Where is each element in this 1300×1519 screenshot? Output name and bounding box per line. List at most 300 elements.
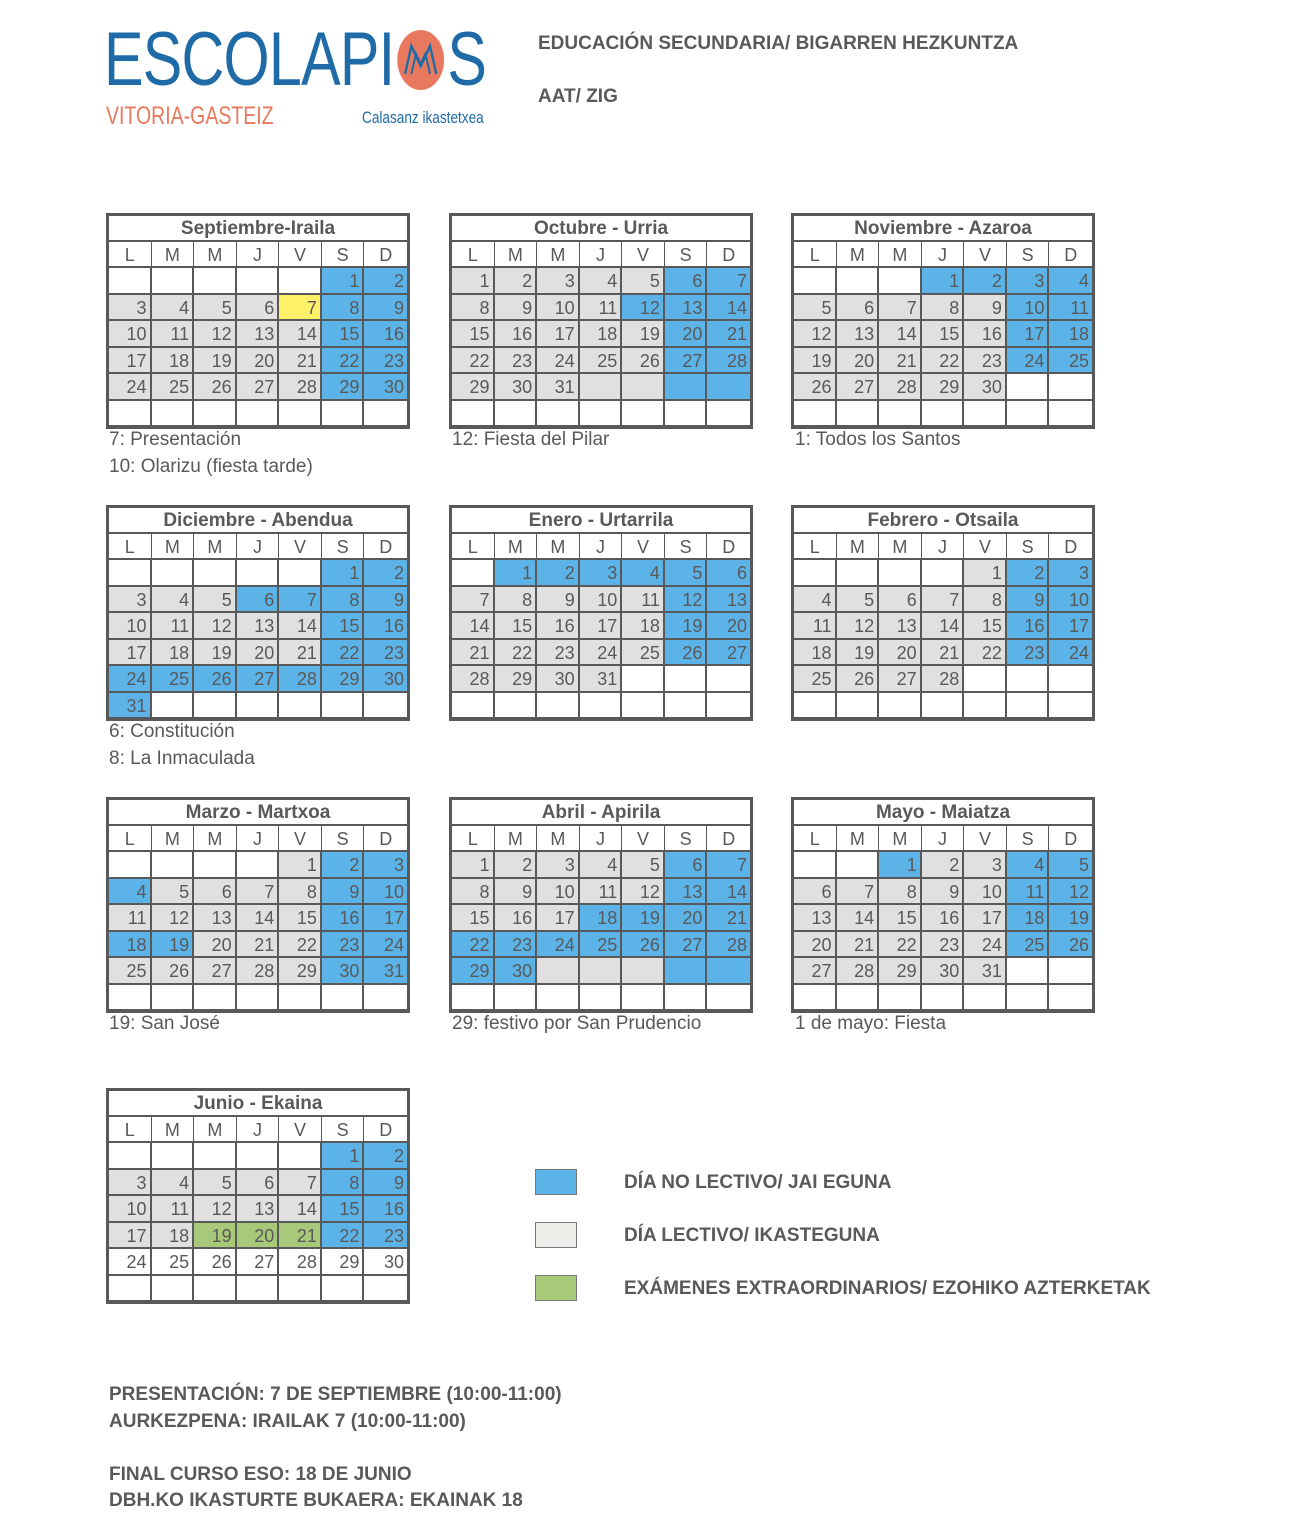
weekday-header: V bbox=[279, 534, 322, 560]
day-cell: 9 bbox=[322, 879, 365, 906]
day-cell: 11 bbox=[1049, 295, 1092, 322]
day-cell bbox=[665, 985, 708, 1012]
day-cell: 26 bbox=[794, 374, 837, 401]
day-cell: 26 bbox=[622, 932, 665, 959]
day-cell: 27 bbox=[665, 348, 708, 375]
day-cell: 21 bbox=[837, 932, 880, 959]
day-cell: 23 bbox=[364, 1223, 407, 1250]
weekday-header: J bbox=[922, 826, 965, 852]
day-cell bbox=[194, 268, 237, 295]
day-cell: 3 bbox=[1049, 560, 1092, 587]
day-cell: 30 bbox=[364, 374, 407, 401]
day-cell: 2 bbox=[537, 560, 580, 587]
weekday-header: M bbox=[194, 826, 237, 852]
day-cell: 18 bbox=[1007, 905, 1050, 932]
day-cell bbox=[1049, 985, 1092, 1012]
day-cell: 19 bbox=[194, 640, 237, 667]
day-cell bbox=[1007, 374, 1050, 401]
day-cell bbox=[279, 268, 322, 295]
footer-presentation-eu: AURKEZPENA: IRAILAK 7 (10:00-11:00) bbox=[109, 1411, 466, 1432]
day-cell: 8 bbox=[964, 587, 1007, 614]
day-cell: 24 bbox=[580, 640, 623, 667]
day-cell: 5 bbox=[194, 295, 237, 322]
day-cell: 3 bbox=[109, 587, 152, 614]
month-title: Abril - Apirila bbox=[452, 800, 750, 826]
weekday-header: M bbox=[879, 534, 922, 560]
day-cell: 16 bbox=[364, 1196, 407, 1223]
month-grid bbox=[452, 826, 750, 1011]
day-cell: 21 bbox=[922, 640, 965, 667]
day-cell: 14 bbox=[279, 613, 322, 640]
day-cell: 12 bbox=[837, 613, 880, 640]
day-cell: 27 bbox=[237, 666, 280, 693]
weekday-header: S bbox=[1007, 826, 1050, 852]
day-cell: 27 bbox=[794, 958, 837, 985]
day-cell: 12 bbox=[622, 295, 665, 322]
day-cell bbox=[495, 401, 538, 428]
day-cell: 26 bbox=[622, 348, 665, 375]
day-cell: 10 bbox=[109, 1196, 152, 1223]
weekday-header: M bbox=[495, 826, 538, 852]
day-cell: 29 bbox=[452, 958, 495, 985]
day-cell: 24 bbox=[964, 932, 1007, 959]
day-cell: 17 bbox=[1049, 613, 1092, 640]
day-cell: 13 bbox=[237, 1196, 280, 1223]
day-cell: 10 bbox=[1007, 295, 1050, 322]
day-cell: 28 bbox=[837, 958, 880, 985]
day-cell bbox=[495, 985, 538, 1012]
day-cell: 12 bbox=[194, 321, 237, 348]
weekday-header: M bbox=[879, 826, 922, 852]
day-cell: 29 bbox=[279, 958, 322, 985]
day-cell bbox=[879, 985, 922, 1012]
day-cell: 1 bbox=[879, 852, 922, 879]
day-cell: 22 bbox=[452, 932, 495, 959]
day-cell: 6 bbox=[879, 587, 922, 614]
day-cell: 13 bbox=[665, 295, 708, 322]
note-september-2: 10: Olarizu (fiesta tarde) bbox=[109, 456, 313, 477]
day-cell: 14 bbox=[837, 905, 880, 932]
day-cell: 19 bbox=[837, 640, 880, 667]
day-cell: 1 bbox=[279, 852, 322, 879]
day-cell: 16 bbox=[364, 321, 407, 348]
month-grid bbox=[109, 1117, 407, 1302]
weekday-header: M bbox=[537, 826, 580, 852]
day-cell bbox=[837, 560, 880, 587]
day-cell bbox=[622, 666, 665, 693]
weekday-header: V bbox=[279, 1117, 322, 1143]
weekday-header: D bbox=[364, 534, 407, 560]
day-cell: 27 bbox=[837, 374, 880, 401]
weekday-header: L bbox=[794, 826, 837, 852]
day-cell: 15 bbox=[964, 613, 1007, 640]
day-cell: 8 bbox=[322, 587, 365, 614]
month-title: Septiembre-Iraila bbox=[109, 216, 407, 242]
day-cell: 6 bbox=[194, 879, 237, 906]
day-cell: 1 bbox=[322, 1143, 365, 1170]
day-cell bbox=[322, 401, 365, 428]
weekday-header: J bbox=[237, 1117, 280, 1143]
day-cell: 18 bbox=[622, 613, 665, 640]
day-cell: 16 bbox=[495, 905, 538, 932]
day-cell: 9 bbox=[537, 587, 580, 614]
day-cell: 28 bbox=[879, 374, 922, 401]
weekday-header: L bbox=[794, 534, 837, 560]
day-cell bbox=[879, 693, 922, 720]
day-cell: 30 bbox=[495, 374, 538, 401]
day-cell bbox=[322, 1276, 365, 1303]
day-cell: 9 bbox=[495, 879, 538, 906]
weekday-header: S bbox=[322, 242, 365, 268]
day-cell: 16 bbox=[537, 613, 580, 640]
day-cell bbox=[707, 985, 750, 1012]
day-cell: 11 bbox=[1007, 879, 1050, 906]
day-cell: 5 bbox=[622, 852, 665, 879]
day-cell: 11 bbox=[622, 587, 665, 614]
day-cell: 30 bbox=[964, 374, 1007, 401]
day-cell bbox=[622, 958, 665, 985]
day-cell bbox=[152, 985, 195, 1012]
day-cell bbox=[665, 693, 708, 720]
month-grid bbox=[794, 826, 1092, 1011]
day-cell: 10 bbox=[364, 879, 407, 906]
day-cell: 22 bbox=[452, 348, 495, 375]
day-cell bbox=[152, 268, 195, 295]
day-cell: 28 bbox=[279, 374, 322, 401]
day-cell: 25 bbox=[1049, 348, 1092, 375]
day-cell: 11 bbox=[152, 613, 195, 640]
day-cell bbox=[879, 560, 922, 587]
day-cell bbox=[364, 1276, 407, 1303]
day-cell: 10 bbox=[580, 587, 623, 614]
day-cell: 8 bbox=[495, 587, 538, 614]
weekday-header: M bbox=[152, 1117, 195, 1143]
day-cell bbox=[837, 852, 880, 879]
day-cell: 12 bbox=[794, 321, 837, 348]
day-cell bbox=[194, 985, 237, 1012]
day-cell: 15 bbox=[322, 613, 365, 640]
day-cell: 6 bbox=[237, 1170, 280, 1197]
day-cell: 4 bbox=[1049, 268, 1092, 295]
day-cell: 20 bbox=[665, 321, 708, 348]
day-cell: 4 bbox=[152, 295, 195, 322]
day-cell: 18 bbox=[794, 640, 837, 667]
day-cell: 13 bbox=[879, 613, 922, 640]
day-cell: 16 bbox=[322, 905, 365, 932]
day-cell bbox=[837, 693, 880, 720]
day-cell: 28 bbox=[707, 932, 750, 959]
weekday-header: S bbox=[665, 242, 708, 268]
day-cell: 3 bbox=[364, 852, 407, 879]
weekday-header: D bbox=[364, 1117, 407, 1143]
day-cell: 19 bbox=[194, 1223, 237, 1250]
weekday-header: J bbox=[237, 826, 280, 852]
day-cell: 25 bbox=[580, 932, 623, 959]
month-title: Diciembre - Abendua bbox=[109, 508, 407, 534]
day-cell bbox=[152, 1143, 195, 1170]
day-cell: 10 bbox=[109, 613, 152, 640]
day-cell: 17 bbox=[580, 613, 623, 640]
day-cell: 21 bbox=[707, 905, 750, 932]
weekday-header: M bbox=[837, 242, 880, 268]
day-cell: 8 bbox=[322, 1170, 365, 1197]
day-cell: 29 bbox=[879, 958, 922, 985]
day-cell: 21 bbox=[879, 348, 922, 375]
day-cell: 1 bbox=[322, 560, 365, 587]
day-cell: 5 bbox=[622, 268, 665, 295]
day-cell: 16 bbox=[364, 613, 407, 640]
day-cell: 24 bbox=[537, 932, 580, 959]
month-grid bbox=[452, 242, 750, 427]
day-cell: 23 bbox=[537, 640, 580, 667]
day-cell: 6 bbox=[237, 587, 280, 614]
weekday-header: V bbox=[279, 826, 322, 852]
day-cell bbox=[964, 666, 1007, 693]
weekday-header: D bbox=[707, 534, 750, 560]
day-cell bbox=[279, 693, 322, 720]
day-cell: 22 bbox=[879, 932, 922, 959]
day-cell: 29 bbox=[922, 374, 965, 401]
day-cell: 19 bbox=[1049, 905, 1092, 932]
weekday-header: M bbox=[194, 534, 237, 560]
day-cell bbox=[707, 693, 750, 720]
day-cell: 11 bbox=[152, 321, 195, 348]
day-cell bbox=[152, 401, 195, 428]
weekday-header: V bbox=[622, 826, 665, 852]
weekday-header: L bbox=[452, 826, 495, 852]
weekday-header: D bbox=[707, 242, 750, 268]
month-september bbox=[106, 213, 410, 429]
weekday-header: L bbox=[452, 534, 495, 560]
day-cell bbox=[665, 958, 708, 985]
day-cell: 23 bbox=[364, 348, 407, 375]
day-cell: 21 bbox=[279, 1223, 322, 1250]
weekday-header: M bbox=[837, 826, 880, 852]
day-cell bbox=[879, 268, 922, 295]
day-cell bbox=[109, 985, 152, 1012]
weekday-header: J bbox=[237, 534, 280, 560]
weekday-header: M bbox=[537, 534, 580, 560]
weekday-header: S bbox=[1007, 242, 1050, 268]
day-cell bbox=[622, 985, 665, 1012]
day-cell: 20 bbox=[707, 613, 750, 640]
day-cell bbox=[279, 560, 322, 587]
day-cell: 21 bbox=[707, 321, 750, 348]
day-cell: 6 bbox=[237, 295, 280, 322]
day-cell: 29 bbox=[452, 374, 495, 401]
day-cell: 15 bbox=[322, 1196, 365, 1223]
day-cell bbox=[580, 401, 623, 428]
weekday-header: D bbox=[364, 242, 407, 268]
day-cell: 22 bbox=[922, 348, 965, 375]
day-cell bbox=[279, 1276, 322, 1303]
day-cell: 17 bbox=[537, 905, 580, 932]
day-cell bbox=[109, 852, 152, 879]
day-cell bbox=[109, 1143, 152, 1170]
day-cell: 12 bbox=[622, 879, 665, 906]
day-cell: 12 bbox=[665, 587, 708, 614]
day-cell: 28 bbox=[279, 1249, 322, 1276]
weekday-header: M bbox=[194, 242, 237, 268]
day-cell: 22 bbox=[279, 932, 322, 959]
day-cell: 27 bbox=[237, 1249, 280, 1276]
day-cell: 17 bbox=[109, 1223, 152, 1250]
day-cell bbox=[837, 401, 880, 428]
day-cell: 20 bbox=[837, 348, 880, 375]
day-cell: 3 bbox=[1007, 268, 1050, 295]
note-march-1: 19: San José bbox=[109, 1013, 220, 1034]
day-cell: 22 bbox=[322, 640, 365, 667]
day-cell: 12 bbox=[194, 613, 237, 640]
day-cell: 29 bbox=[495, 666, 538, 693]
day-cell: 24 bbox=[1049, 640, 1092, 667]
day-cell: 14 bbox=[707, 879, 750, 906]
day-cell: 18 bbox=[152, 348, 195, 375]
day-cell: 5 bbox=[665, 560, 708, 587]
day-cell: 1 bbox=[452, 268, 495, 295]
note-december-2: 8: La Inmaculada bbox=[109, 748, 255, 769]
day-cell: 6 bbox=[665, 852, 708, 879]
day-cell: 23 bbox=[495, 348, 538, 375]
day-cell bbox=[1007, 958, 1050, 985]
day-cell: 25 bbox=[109, 958, 152, 985]
header-subtitle: AAT/ ZIG bbox=[538, 86, 618, 107]
day-cell: 15 bbox=[322, 321, 365, 348]
weekday-header: M bbox=[152, 826, 195, 852]
day-cell: 7 bbox=[707, 852, 750, 879]
day-cell: 5 bbox=[794, 295, 837, 322]
day-cell bbox=[1007, 985, 1050, 1012]
day-cell: 11 bbox=[109, 905, 152, 932]
day-cell bbox=[580, 374, 623, 401]
day-cell bbox=[794, 268, 837, 295]
day-cell: 26 bbox=[665, 640, 708, 667]
month-grid bbox=[794, 534, 1092, 719]
day-cell: 16 bbox=[922, 905, 965, 932]
day-cell: 7 bbox=[237, 879, 280, 906]
month-may bbox=[791, 797, 1095, 1013]
day-cell bbox=[837, 985, 880, 1012]
day-cell bbox=[279, 985, 322, 1012]
day-cell bbox=[537, 401, 580, 428]
day-cell: 10 bbox=[964, 879, 1007, 906]
legend-swatch-exams bbox=[535, 1275, 577, 1301]
day-cell: 19 bbox=[152, 932, 195, 959]
day-cell bbox=[452, 560, 495, 587]
legend-label-exams: EXÁMENES EXTRAORDINARIOS/ EZOHIKO AZTERKETAK bbox=[624, 1278, 1151, 1299]
weekday-header: J bbox=[922, 534, 965, 560]
day-cell: 5 bbox=[837, 587, 880, 614]
weekday-header: L bbox=[109, 242, 152, 268]
day-cell: 9 bbox=[964, 295, 1007, 322]
weekday-header: S bbox=[322, 1117, 365, 1143]
day-cell bbox=[152, 1276, 195, 1303]
day-cell: 6 bbox=[794, 879, 837, 906]
day-cell: 13 bbox=[794, 905, 837, 932]
day-cell: 24 bbox=[109, 666, 152, 693]
month-march bbox=[106, 797, 410, 1013]
day-cell: 31 bbox=[537, 374, 580, 401]
day-cell bbox=[322, 985, 365, 1012]
day-cell: 15 bbox=[279, 905, 322, 932]
day-cell: 25 bbox=[152, 374, 195, 401]
day-cell: 11 bbox=[580, 295, 623, 322]
day-cell: 8 bbox=[879, 879, 922, 906]
day-cell: 14 bbox=[452, 613, 495, 640]
day-cell: 30 bbox=[322, 958, 365, 985]
day-cell: 12 bbox=[152, 905, 195, 932]
weekday-header: S bbox=[322, 826, 365, 852]
weekday-header: V bbox=[622, 242, 665, 268]
day-cell: 27 bbox=[707, 640, 750, 667]
day-cell: 2 bbox=[495, 268, 538, 295]
footer-presentation-es: PRESENTACIÓN: 7 DE SEPTIEMBRE (10:00-11:00) bbox=[109, 1384, 562, 1405]
day-cell: 13 bbox=[194, 905, 237, 932]
day-cell: 16 bbox=[1007, 613, 1050, 640]
weekday-header: V bbox=[279, 242, 322, 268]
day-cell: 21 bbox=[279, 348, 322, 375]
day-cell: 2 bbox=[322, 852, 365, 879]
day-cell: 14 bbox=[707, 295, 750, 322]
day-cell: 30 bbox=[495, 958, 538, 985]
day-cell bbox=[922, 693, 965, 720]
day-cell: 2 bbox=[495, 852, 538, 879]
day-cell: 12 bbox=[1049, 879, 1092, 906]
weekday-header: J bbox=[580, 826, 623, 852]
day-cell bbox=[109, 268, 152, 295]
weekday-header: S bbox=[322, 534, 365, 560]
day-cell: 24 bbox=[364, 932, 407, 959]
month-grid bbox=[109, 534, 407, 719]
logo-name-before: ESCOLAPI bbox=[104, 17, 395, 102]
month-grid bbox=[452, 534, 750, 719]
day-cell: 12 bbox=[194, 1196, 237, 1223]
day-cell: 13 bbox=[707, 587, 750, 614]
day-cell bbox=[537, 985, 580, 1012]
day-cell bbox=[879, 401, 922, 428]
weekday-header: L bbox=[452, 242, 495, 268]
day-cell: 27 bbox=[194, 958, 237, 985]
day-cell: 16 bbox=[495, 321, 538, 348]
month-october bbox=[449, 213, 753, 429]
day-cell: 13 bbox=[237, 613, 280, 640]
day-cell: 2 bbox=[364, 560, 407, 587]
day-cell: 11 bbox=[152, 1196, 195, 1223]
day-cell: 31 bbox=[364, 958, 407, 985]
day-cell bbox=[109, 560, 152, 587]
day-cell: 9 bbox=[364, 295, 407, 322]
day-cell bbox=[237, 1276, 280, 1303]
day-cell: 8 bbox=[279, 879, 322, 906]
month-january bbox=[449, 505, 753, 721]
day-cell: 11 bbox=[580, 879, 623, 906]
day-cell: 20 bbox=[665, 905, 708, 932]
day-cell: 14 bbox=[879, 321, 922, 348]
day-cell: 23 bbox=[322, 932, 365, 959]
day-cell bbox=[1007, 693, 1050, 720]
month-november bbox=[791, 213, 1095, 429]
day-cell: 15 bbox=[452, 905, 495, 932]
day-cell bbox=[1049, 666, 1092, 693]
logo-name-after: S bbox=[447, 17, 487, 102]
weekday-header: L bbox=[109, 534, 152, 560]
day-cell: 26 bbox=[194, 666, 237, 693]
day-cell: 26 bbox=[152, 958, 195, 985]
day-cell bbox=[452, 401, 495, 428]
weekday-header: D bbox=[1049, 534, 1092, 560]
day-cell: 30 bbox=[364, 666, 407, 693]
day-cell: 1 bbox=[964, 560, 1007, 587]
